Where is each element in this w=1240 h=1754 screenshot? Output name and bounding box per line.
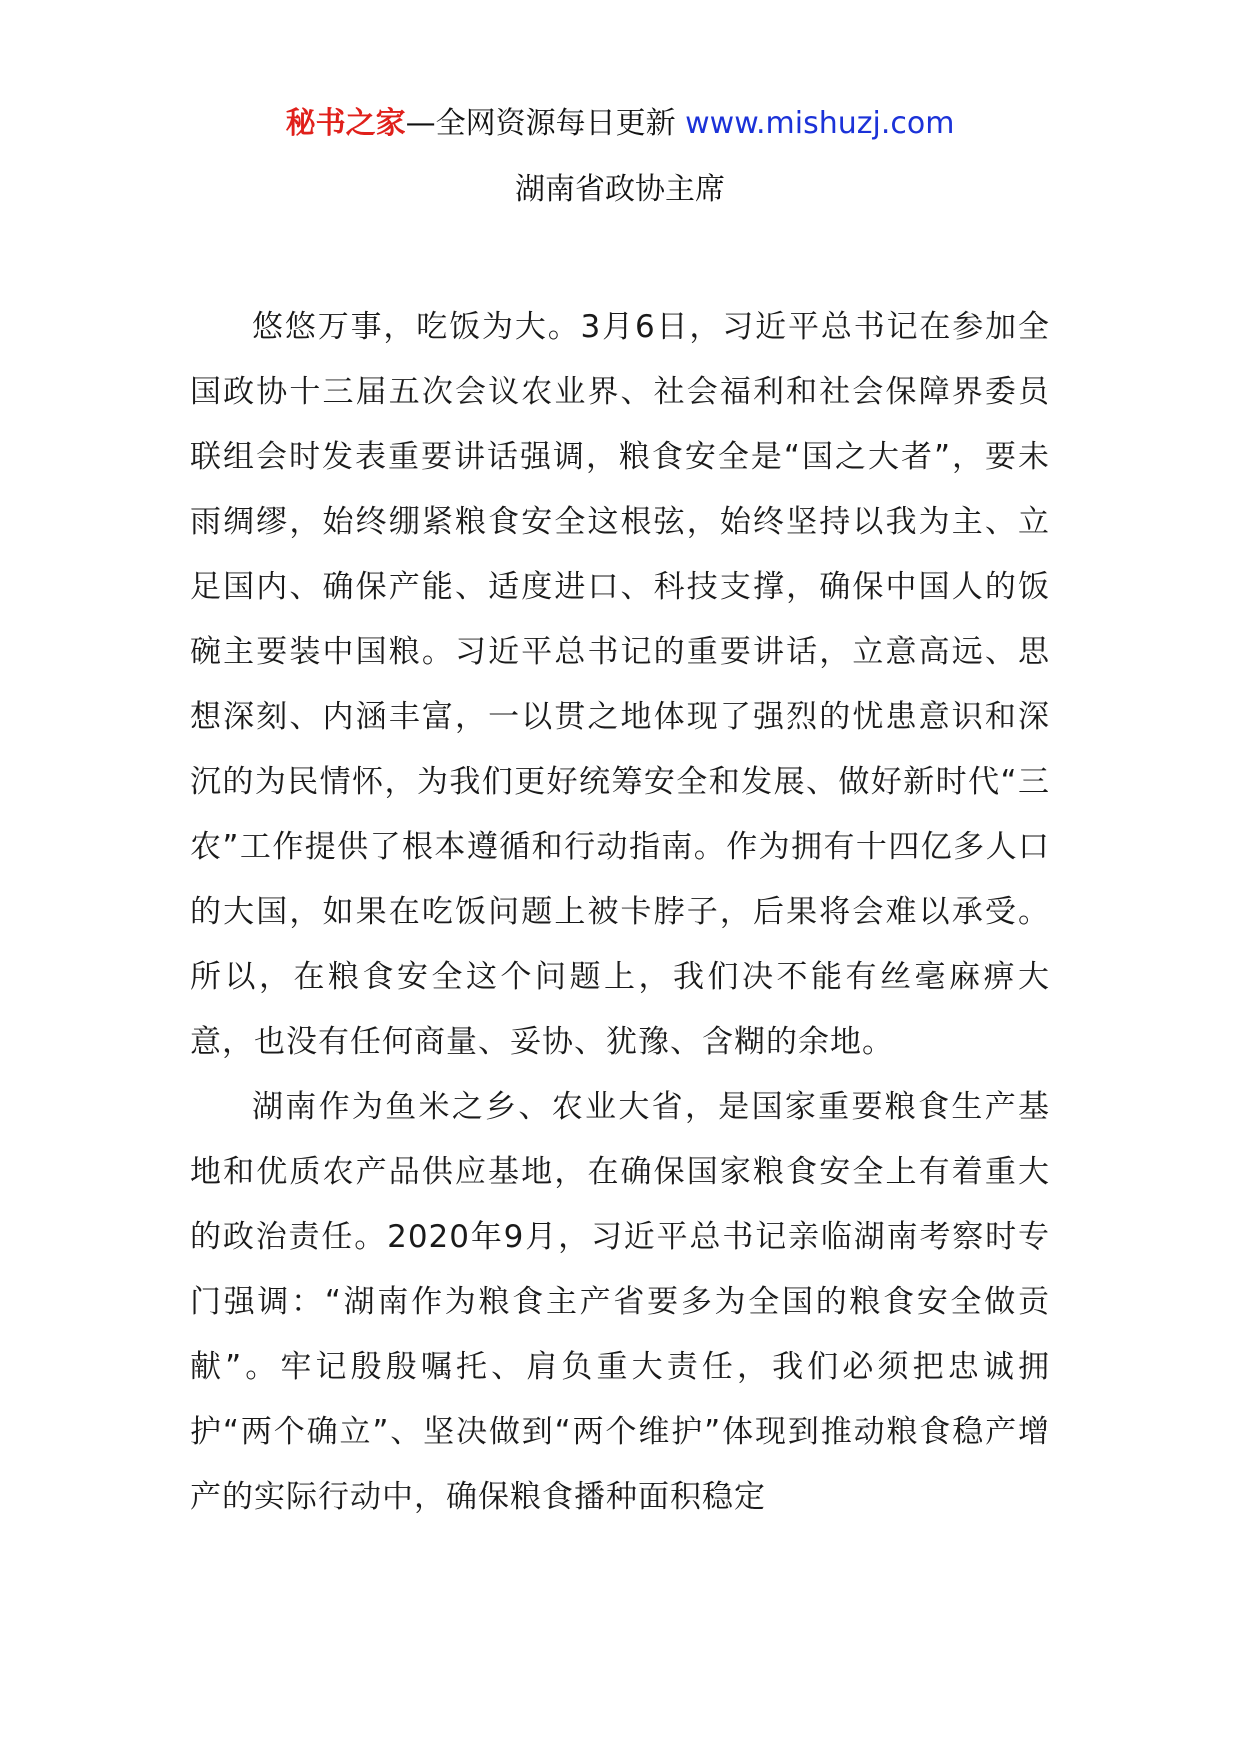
brand-name: 秘书之家 <box>285 106 406 141</box>
document-body <box>190 295 1050 1530</box>
site-url-link[interactable]: www.mishuzj.com <box>685 106 955 141</box>
site-tagline: —全网资源每日更新 <box>405 106 676 141</box>
paragraph: 湖南作为鱼米之乡、农业大省，是国家重要粮食生产基地和优质农产品供应基地，在确保国家粮食安全上有着重大的政治责任。2020年9月，习近平总书记亲临湖南考察时专门强调：“湖南作为粮食主产省要多为全国的粮食安全做贡献”。牢记殷殷嘱托、肩负重大责任，我们必须把忠诚拥护“两个确立”、坚决做到“两个维护”体现到推动粮食稳产增产的实际行动中，确保粮食播种面积稳定 <box>190 1089 1050 1515</box>
site-header <box>0 102 1240 146</box>
paragraph: 悠悠万事，吃饭为大。3月6日，习近平总书记在参加全国政协十三届五次会议农业界、社会福利和社会保障界委员联组会时发表重要讲话强调，粮食安全是“国之大者”，要未雨绸缪，始终绷紧粮食安全这根弦，始终坚持以我为主、立足国内、确保产能、适度进口、科技支撑，确保中国人的饭碗主要装中国粮。习近平总书记的重要讲话，立意高远、思想深刻、内涵丰富，一以贯之地体现了强烈的忧患意识和深沉的为民情怀，为我们更好统筹安全和发展、做好新时代“三农”工作提供了根本遵循和行动指南。作为拥有十四亿多人口的大国，如果在吃饭问题上被卡脖子，后果将会难以承受。所以，在粮食安全这个问题上，我们决不能有丝毫麻痹大意，也没有任何商量、妥协、犹豫、含糊的余地。 <box>190 309 1050 1060</box>
document-title: 湖南省政协主席 <box>515 172 725 207</box>
